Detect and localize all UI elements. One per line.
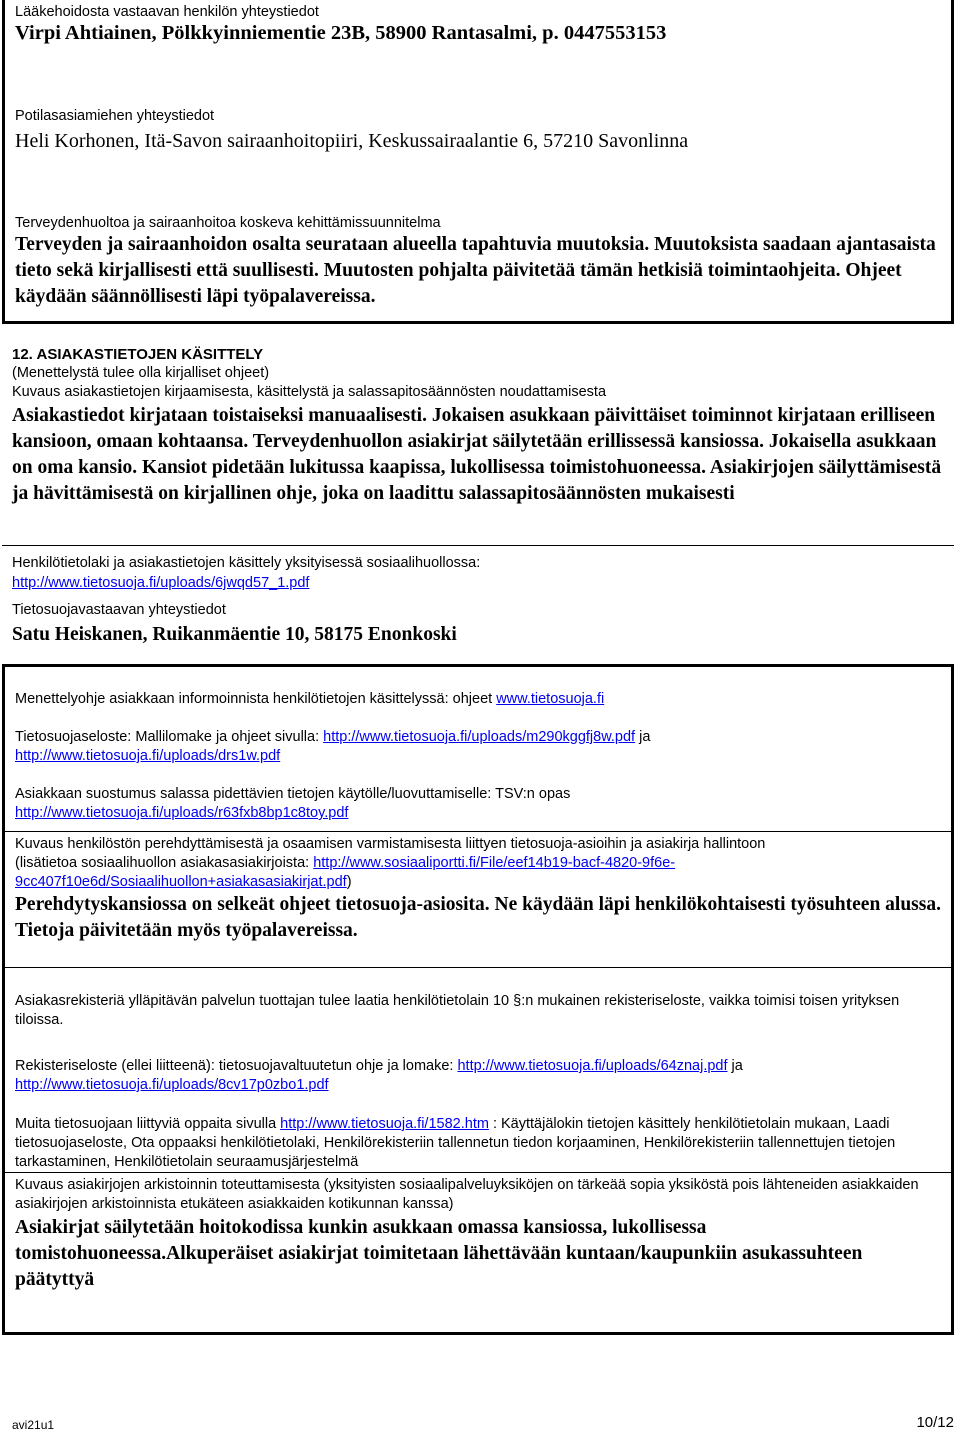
informing-text: Menettelyohje asiakkaan informoinnista henkilötietojen käsittelyssä: ohjeet <box>15 691 497 707</box>
sosiaaliportti-link-1[interactable]: http://www.sosiaaliportti.fi/File/eef14b19-bacf-4820-9f6e- <box>313 855 676 871</box>
privacy-and: ja <box>635 729 651 745</box>
privacy-link-2[interactable]: http://www.tietosuoja.fi/uploads/drs1w.pdf <box>15 748 281 764</box>
informing-instructions <box>15 690 943 709</box>
archiving-value: Asiakirjat säilytetään hoitokodissa kunkin asukkaan omassa kansiossa, lukollisessa tomistohuoneessa.Alkuperäiset asiakirjat toimitetaan lähettävään kuntaan/kaupunkiin asukassuhteen päätyttyä <box>15 1217 863 1290</box>
privacy-statement <box>15 728 943 766</box>
orientation-value: Perehdytyskansiossa on selkeät ohjeet tietosuoja-asiosita. Ne käydään läpi henkilökohtaisesti työsuhteen alussa. Tietoja päivitetään myös työpalavereissa. <box>15 894 941 941</box>
informing-link[interactable]: www.tietosuoja.fi <box>496 691 605 707</box>
section-heading <box>12 346 948 364</box>
consent-guide <box>15 785 943 823</box>
privacy-link-1[interactable]: http://www.tietosuoja.fi/uploads/m290kggfj8w.pdf <box>323 729 636 745</box>
development-plan-value: Terveyden ja sairaanhoidon osalta seurataan alueella tapahtuvia muutoksia. Muutoksista saadaan ajantasaista tieto sekä kirjallisesti että suullisesti. Muutosten pohjalta päivitetää tämän hetkisiä toimintaohjeita. Ohjeet käydään säännöllisesti läpi työpalavereissa. <box>15 234 936 307</box>
privacy-officer-label: Tietosuojavastaavan yhteystiedot <box>12 602 226 618</box>
other-guides-text-2: : Käyttäjälokin tietojen käsittely henkilötietolain mukaan, Laadi tietosuojaseloste, Ota oppaaksi henkilötietolaki, Henkilörekisteriin tallennetun tiedon korjaaminen, Henkilörekisteriin tallennettujen tietojen tarkastaminen, Henkilötietolain seuraamusjärjestelmä <box>15 1116 896 1170</box>
divider <box>2 545 954 546</box>
section-title: ASIAKASTIETOJEN KÄSITTELY <box>36 346 264 363</box>
section-number: 12. <box>12 346 33 363</box>
divider <box>5 967 951 968</box>
staff-orientation <box>15 835 943 892</box>
register-link-1[interactable]: http://www.tietosuoja.fi/uploads/64znaj.pdf <box>457 1058 728 1074</box>
footer-doc-id: avi21u1 <box>12 1418 55 1432</box>
privacy-statement-text: Tietosuojaseloste: Mallilomake ja ohjeet sivulla: <box>15 729 324 745</box>
law-link[interactable]: http://www.tietosuoja.fi/uploads/6jwqd57_1.pdf <box>12 575 310 591</box>
orientation-text-2: (lisätietoa sosiaalihuollon asiakasasiakirjoista: <box>15 855 314 871</box>
development-plan-label: Terveydenhuoltoa ja sairaanhoitoa koskeva kehittämissuunnitelma <box>15 215 441 231</box>
consent-text: Asiakkaan suostumus salassa pidettävien tietojen käytölle/luovuttamiselle: TSV:n opas <box>15 786 571 802</box>
privacy-documents-box <box>2 664 954 1335</box>
contact-info-box <box>2 0 954 324</box>
footer-page-number: 10/12 <box>916 1414 954 1431</box>
divider <box>5 1172 951 1173</box>
patient-ombudsman-label: Potilasasiamiehen yhteystiedot <box>15 108 215 124</box>
register-requirement: Asiakasrekisteriä ylläpitävän palvelun tuottajan tulee laatia henkilötietolain 10 §:n mukainen rekisteriseloste, vaikka toimisi toisen yrityksen tiloissa. <box>15 993 900 1028</box>
law-label: Henkilötietolaki ja asiakastietojen käsittely yksityisessä sosiaalihuollossa: <box>12 555 481 571</box>
archiving-label: Kuvaus asiakirjojen arkistoinnin toteuttamisesta (yksityisten sosiaalipalveluyksiköjen on tärkeää sopia yksiköstä pois lähteneiden asiakkaiden asiakirjojen arkistoinnista etukäteen asiakkaiden kotikunnan kanssa) <box>15 1177 919 1212</box>
other-guides-link[interactable]: http://www.tietosuoja.fi/1582.htm <box>280 1116 489 1132</box>
divider <box>5 831 951 832</box>
patient-ombudsman-value: Heli Korhonen, Itä-Savon sairaanhoitopiiri, Keskussairaalantie 6, 57210 Savonlinna <box>15 130 689 152</box>
records-description-label: Kuvaus asiakastietojen kirjaamisesta, käsittelystä ja salassapitosäännösten noudattamisesta <box>12 384 607 400</box>
other-guides-text: Muita tietosuojaan liittyviä oppaita sivulla <box>15 1116 281 1132</box>
register-description <box>15 1057 943 1095</box>
medication-contact-value: Virpi Ahtiainen, Pölkkyinniementie 23B, 58900 Rantasalmi, p. 0447553153 <box>15 22 667 44</box>
orientation-close: ) <box>346 874 352 890</box>
sosiaaliportti-link-2[interactable]: 9cc407f10e6d/Sosiaalihuollon+asiakasasiakirjat.pdf <box>15 874 347 890</box>
register-and: ja <box>727 1058 743 1074</box>
consent-link[interactable]: http://www.tietosuoja.fi/uploads/r63fxb8bp1c8toy.pdf <box>15 805 349 821</box>
privacy-officer-value: Satu Heiskanen, Ruikanmäentie 10, 58175 Enonkoski <box>12 624 457 645</box>
law-section <box>12 554 948 648</box>
register-link-2[interactable]: http://www.tietosuoja.fi/uploads/8cv17p0zbo1.pdf <box>15 1077 329 1093</box>
section-subtitle: (Menettelystä tulee olla kirjalliset ohjeet) <box>12 365 270 381</box>
other-guides <box>15 1115 943 1172</box>
records-description-value: Asiakastiedot kirjataan toistaiseksi manuaalisesti. Jokaisen asukkaan päivittäiset toiminnot kirjataan erilliseen kansioon, omaan kohtaansa. Terveydenhuollon asiakirjat säilytetään erillissessä kansiossa. Jokaisella asukkaan on oma kansio. Kansiot pidetään lukitussa kaapissa, lukollisessa toimistohuoneessa. Asiakirjojen säilyttämisestä ja hävittämisestä on kirjallinen ohje, joka on laadittu salassapitosäännösten mukaisesti <box>12 405 942 504</box>
medication-contact-label: Lääkehoidosta vastaavan henkilön yhteystiedot <box>15 4 319 20</box>
register-description-text: Rekisteriseloste (ellei liitteenä): tietosuojavaltuutetun ohje ja lomake: <box>15 1058 458 1074</box>
section-12 <box>12 346 948 507</box>
orientation-text: Kuvaus henkilöstön perehdyttämisestä ja osaamisen varmistamisesta liittyen tietosuoja-asioihin ja asiakirja hallintoon <box>15 836 766 852</box>
